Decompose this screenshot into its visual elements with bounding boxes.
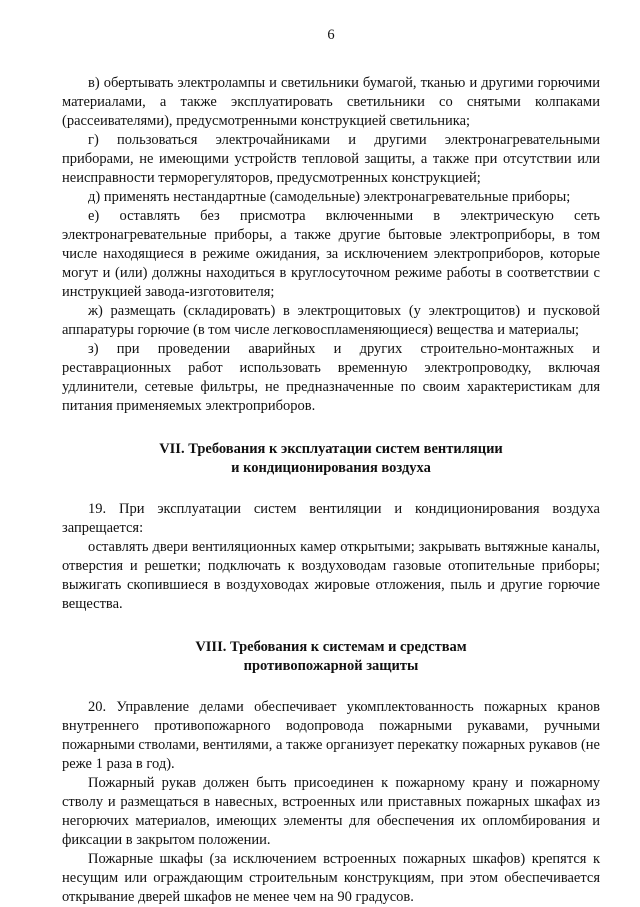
- list-item-zh: ж) размещать (складировать) в электрощитовых (у электрощитов) и пусковой аппаратуры горючие (в том числе легковоспламеняющиеся) вещества и материалы;: [62, 303, 600, 338]
- paragraph-19: 19. При эксплуатации систем вентиляции и кондиционирования воздуха запрещается:: [62, 501, 600, 536]
- section-8-title-line2: противопожарной защиты: [243, 658, 419, 674]
- section-7-body: [62, 500, 600, 614]
- prohibitions-list: [62, 74, 600, 416]
- section-8-heading: [62, 638, 600, 676]
- paragraph-fire-hose: Пожарный рукав должен быть присоединен к пожарному крану и пожарному стволу и размещаться в навесных, встроенных или приставных пожарных шкафах из негорючих материалов, имеющих элементы для обеспечения их опломбирования и фиксации в закрытом положении.: [62, 775, 600, 848]
- page-number: 6: [327, 27, 335, 43]
- list-item-e: е) оставлять без присмотра включенными в электрическую сеть электронагревательные приборы, а также другие бытовые электроприборы, в том числе находящиеся в режиме ожидания, за исключением электроприборов, которые могут и (или) должны находиться в круглосуточном режиме работы в соответствии с инструкцией завода-изготовителя;: [62, 208, 600, 300]
- paragraph-fire-cabinets: Пожарные шкафы (за исключением встроенных пожарных шкафов) крепятся к несущим или ограждающим строительным конструкциям, при этом обеспечивается открывание дверей шкафов не менее чем на 90 градусов.: [62, 851, 600, 905]
- section-8-body: [62, 698, 600, 907]
- list-item-v: в) обертывать электролампы и светильники бумагой, тканью и другими горючими материалами, а также эксплуатировать светильники со снятыми колпаками (рассеивателями), предусмотренными конструкцией светильника;: [62, 75, 600, 129]
- section-7-title-line2: и кондиционирования воздуха: [231, 460, 431, 476]
- paragraph-19-detail: оставлять двери вентиляционных камер открытыми; закрывать вытяжные каналы, отверстия и решетки; подключать к воздуховодам газовые отопительные приборы; выжигать скопившиеся в воздуховодах жировые отложения, пыль и другие горючие вещества.: [62, 539, 600, 612]
- paragraph-20: 20. Управление делами обеспечивает укомплектованность пожарных кранов внутреннего противопожарного водопровода пожарными рукавами, ручными пожарными стволами, вентилями, а также организует перекатку пожарных рукавов (не реже 1 раза в год).: [62, 699, 600, 772]
- list-item-z: з) при проведении аварийных и других строительно-монтажных и реставрационных работ использовать временную электропроводку, включая удлинители, сетевые фильтры, не предназначенные по своим характеристикам для питания применяемых электроприборов.: [62, 341, 600, 414]
- section-7-heading: [62, 440, 600, 478]
- list-item-g: г) пользоваться электрочайниками и другими электронагревательными приборами, не имеющими устройств тепловой защиты, а также при отсутствии или неисправности терморегуляторов, предусмотренных конструкцией;: [62, 132, 600, 186]
- section-7-title-line1: VII. Требования к эксплуатации систем вентиляции: [159, 441, 503, 457]
- list-item-d: д) применять нестандартные (самодельные) электронагревательные приборы;: [88, 189, 571, 205]
- section-8-title-line1: VIII. Требования к системам и средствам: [195, 639, 467, 655]
